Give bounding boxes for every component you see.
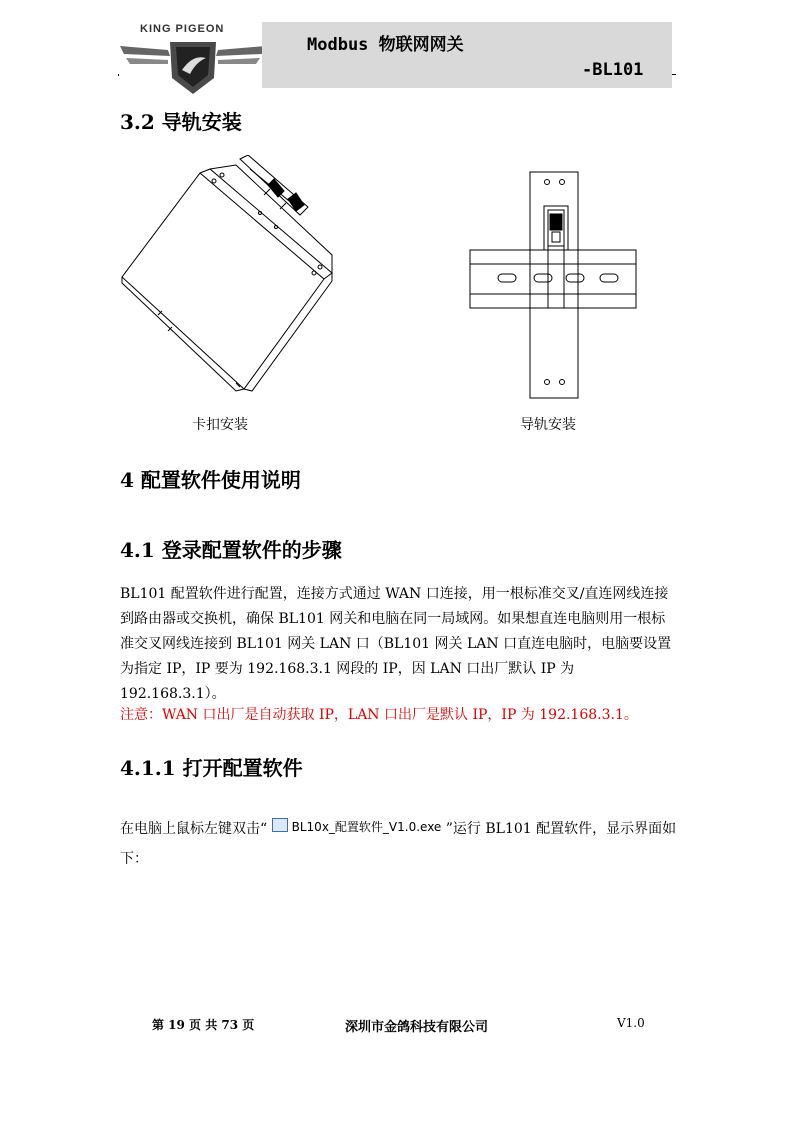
- section-heading-4-1: 4.1 登录配置软件的步骤: [120, 538, 342, 562]
- section-heading-3-2: 3.2 导轨安装: [120, 110, 242, 134]
- instruction-text-after: ”运行 BL101 配置软件，显示界面如下：: [120, 821, 677, 867]
- company-name: 深圳市金鸽科技有限公司: [345, 1020, 489, 1035]
- header-title: Modbus 物联网网关: [307, 35, 464, 55]
- exe-file-reference: [272, 812, 442, 842]
- header-underline: [118, 74, 119, 76]
- clip-mount-figure: [118, 155, 348, 395]
- open-software-paragraph: [120, 812, 680, 874]
- header-model: -BL101: [582, 60, 644, 80]
- section-heading-4: 4 配置软件使用说明: [120, 468, 301, 492]
- header-rule-tick: [672, 74, 676, 75]
- body-paragraph: BL101 配置软件进行配置，连接方式通过 WAN 口连接，用一根标准交叉/直连网线连接到路由器或交换机，确保 BL101 网关和电脑在同一局域网。如果想直连电脑则用一根标准交叉网线连接到 BL101 网关 LAN 口（BL101 网关 LAN 口直连电脑时，电脑要设置为指定 IP，IP 要为 192.168.3.1 网段的 IP，因 LAN 口出厂默认 IP 为 192.168.3.1）。: [120, 586, 672, 702]
- din-rail-figure: [468, 170, 638, 402]
- document-version: V1.0: [617, 1016, 645, 1030]
- application-icon: [272, 818, 288, 832]
- page-number: 第 19 页 共 73 页: [152, 1018, 255, 1032]
- figure-caption-clip: 卡扣安装: [192, 417, 248, 433]
- brand-name: KING PIGEON: [140, 23, 225, 35]
- exe-file-name: BL10x_配置软件_V1.0.exe: [291, 820, 442, 834]
- figure-caption-rail: 导轨安装: [520, 417, 576, 433]
- instruction-text-before: 在电脑上鼠标左键双击“: [120, 821, 268, 837]
- note-text: 注意：WAN 口出厂是自动获取 IP，LAN 口出厂是默认 IP，IP 为 192.168.3.1。: [120, 707, 638, 723]
- section-heading-4-1-1: 4.1.1 打开配置软件: [120, 756, 303, 780]
